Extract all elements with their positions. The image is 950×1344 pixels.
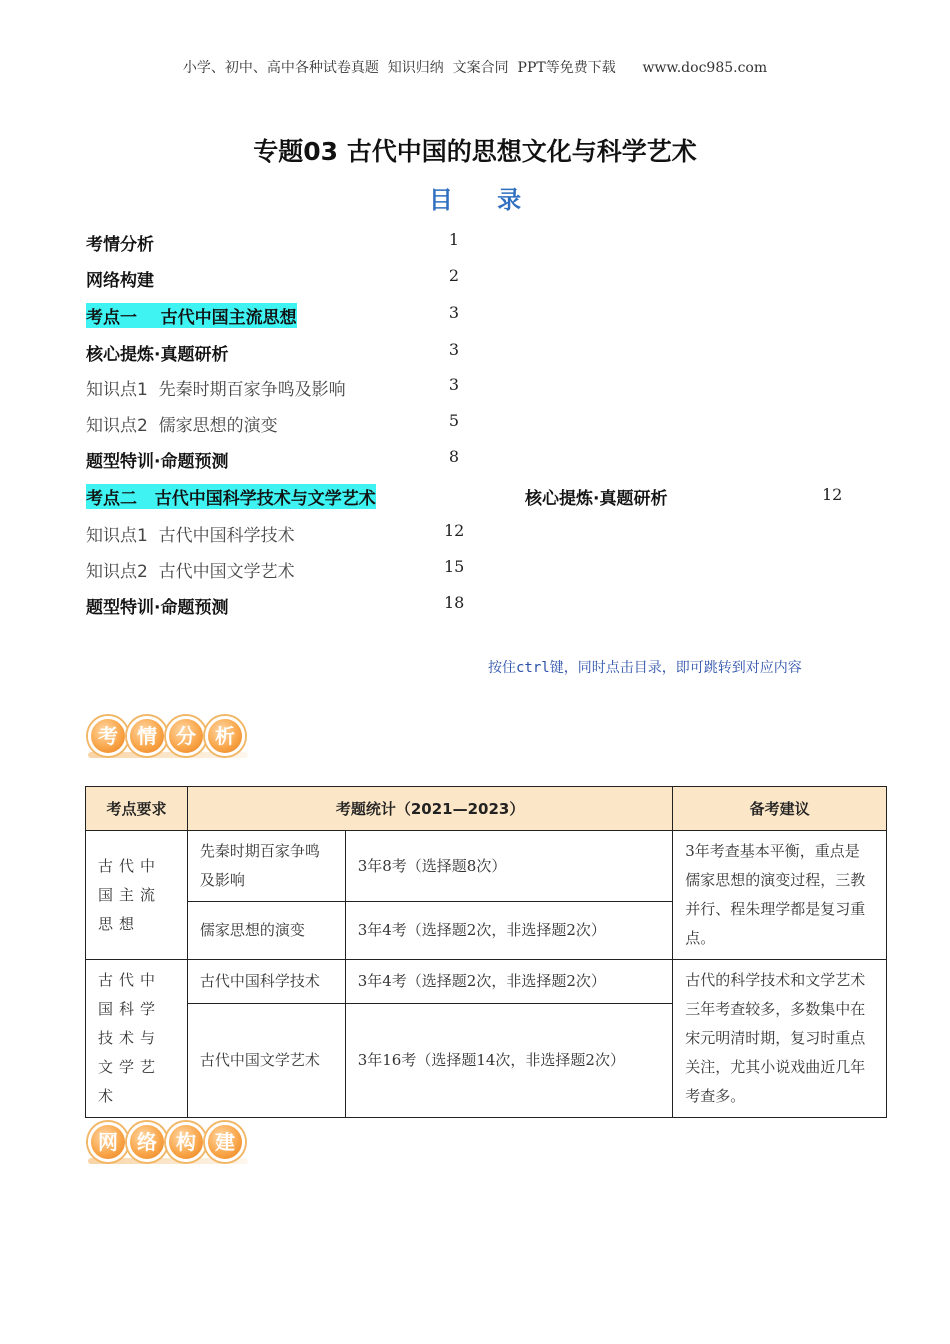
badge-char: 情 [127,716,167,756]
stat-cell: 3年8考（选择题8次） [345,831,673,902]
toc-item-topic-two[interactable] [86,484,466,512]
topic-cell: 古代中国科学技术与文学艺术 [86,960,188,1118]
topic-cell: 古代中国主流思想 [86,831,188,960]
advice-cell: 古代的科学技术和文学艺术三年考查较多，多数集中在宋元明清时期，复习时重点关注，尤其小说戏曲近几年考查多。 [673,960,887,1118]
exam-stats-table [85,786,887,1118]
badge-char: 构 [166,1122,206,1162]
item-cell: 儒家思想的演变 [187,902,345,960]
item-cell: 先秦时期百家争鸣及影响 [187,831,345,902]
toc-item-page: 3 [448,303,460,322]
badge-char: 建 [205,1122,245,1162]
toc-item-knowledge-3[interactable] [86,521,466,549]
header-requirement: 考点要求 [86,787,188,831]
toc-item-knowledge-1[interactable] [86,375,466,403]
header-statistics: 考题统计（2021—2023） [187,787,672,831]
advice-cell: 3年考查基本平衡，重点是儒家思想的演变过程，三教并行、程朱理学都是复习重点。 [673,831,887,960]
table-row [86,960,887,1004]
site-banner: 小学、初中、高中各种试卷真题 知识归纳 文案合同 PPT等免费下载 www.doc985.com [182,60,768,76]
toc-item-label: 网络构建 [86,271,154,291]
item-cell: 古代中国科学技术 [187,960,345,1004]
table-header-row [86,787,887,831]
toc-item-label: 考情分析 [86,235,154,255]
toc-item-page: 15 [444,557,465,576]
toc-item-page: 12 [444,521,465,540]
toc-item-core-2[interactable]: 核心提炼·真题研析 [525,489,668,509]
toc-item-analysis[interactable] [86,230,466,258]
toc-item-label: 题型特训·命题预测 [86,452,229,472]
item-cell: 古代中国文学艺术 [187,1003,345,1117]
header-advice: 备考建议 [673,787,887,831]
toc-item-label: 题型特训·命题预测 [86,598,229,618]
badge-char: 网 [88,1122,128,1162]
section-badge-network [88,1122,248,1170]
toc-item-page: 3 [448,375,460,394]
toc-item-label: 核心提炼·真题研析 [86,345,229,365]
toc-item-practice-2[interactable] [86,593,466,621]
toc-item-label: 考点二 古代中国科学技术与文学艺术 [86,484,376,509]
toc-item-knowledge-4[interactable] [86,557,466,585]
page-title: 专题03 古代中国的思想文化与科学艺术 [253,137,697,166]
stat-cell: 3年4考（选择题2次，非选择题2次） [345,902,673,960]
toc-item-network[interactable] [86,266,466,294]
toc-item-label: 知识点1 先秦时期百家争鸣及影响 [86,380,346,400]
toc-item-knowledge-2[interactable] [86,411,466,439]
section-badge-analysis [88,716,248,764]
toc-item-core-2-page: 12 [822,485,843,504]
toc-item-label: 知识点1 古代中国科学技术 [86,526,295,546]
toc-item-practice-1[interactable] [86,447,466,475]
toc-item-page: 18 [444,593,465,612]
toc-item-page: 8 [448,447,460,466]
toc-heading: 目 录 [428,186,540,214]
stat-cell: 3年4考（选择题2次，非选择题2次） [345,960,673,1004]
toc-item-page: 5 [448,411,460,430]
table-row [86,831,887,902]
toc-item-page: 2 [448,266,460,285]
toc-item-label: 知识点2 古代中国文学艺术 [86,562,295,582]
toc-item-page: 3 [448,340,460,359]
badge-char: 络 [127,1122,167,1162]
toc-item-page: 1 [448,230,460,249]
toc-item-core-1[interactable] [86,340,466,368]
ctrl-click-hint: 按住ctrl键，同时点击目录，即可跳转到对应内容 [488,660,802,676]
badge-char: 考 [88,716,128,756]
toc-item-topic-one[interactable] [86,303,466,331]
stat-cell: 3年16考（选择题14次，非选择题2次） [345,1003,673,1117]
toc-item-label: 知识点2 儒家思想的演变 [86,416,278,436]
toc-item-label: 考点一 古代中国主流思想 [86,303,297,328]
badge-char: 析 [205,716,245,756]
badge-char: 分 [166,716,206,756]
